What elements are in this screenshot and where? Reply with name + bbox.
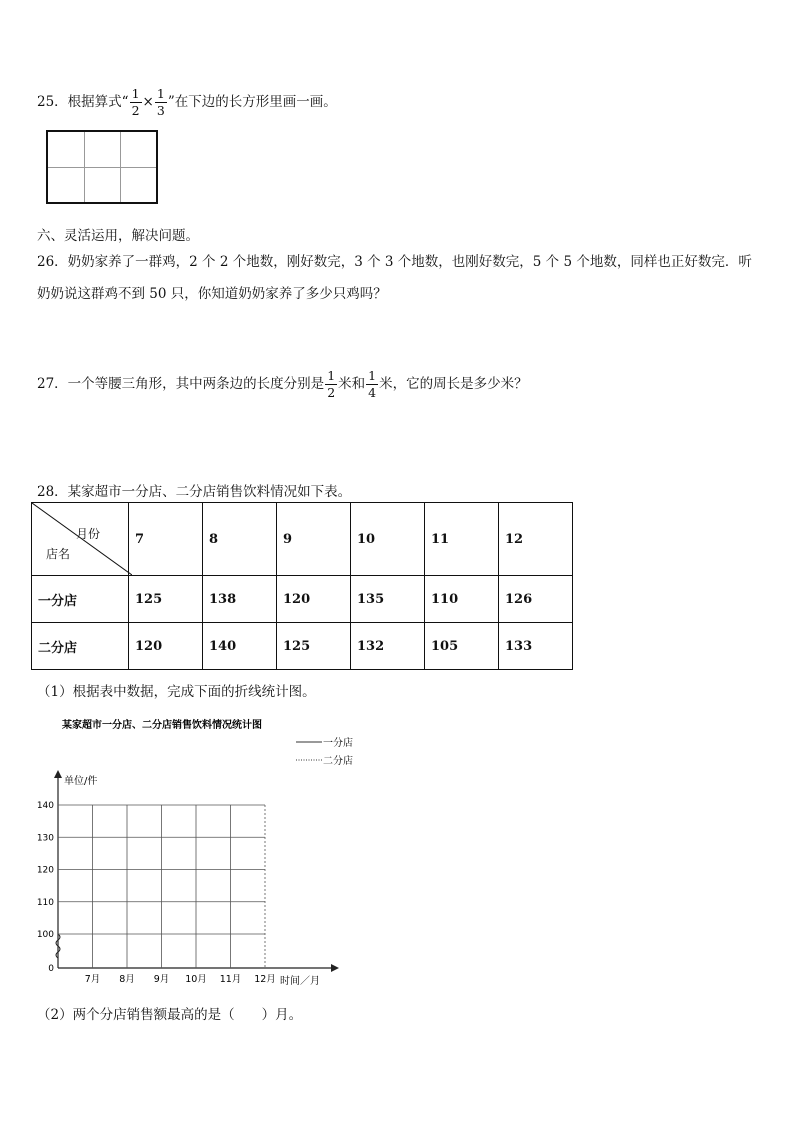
q25-drawing-rectangle[interactable]	[46, 130, 158, 204]
sales-line-chart[interactable]	[0, 712, 794, 998]
table-value-cell: 120	[277, 576, 351, 623]
q27-fraction-1	[325, 370, 337, 399]
table-value-cell: 105	[425, 623, 499, 670]
table-value-cell: 135	[351, 576, 425, 623]
q25-times: ×	[142, 94, 154, 110]
y-axis-arrow	[54, 770, 62, 778]
table-store-cell: 二分店	[32, 623, 129, 670]
x-tick-label: 11月	[219, 974, 242, 985]
table-value-cell: 140	[203, 623, 277, 670]
x-tick-label: 8月	[119, 974, 135, 985]
q27-mid: 米和	[338, 376, 366, 392]
q25-fraction-1	[130, 88, 142, 117]
x-tick-label: 9月	[153, 974, 170, 985]
table-month-cell: 12	[499, 503, 573, 576]
q25-suffix: ”在下边的长方形里画一画。	[167, 94, 337, 110]
q25-frac2-denominator: 3	[156, 102, 165, 118]
q27-text	[37, 370, 528, 399]
table-month-cell: 10	[351, 503, 425, 576]
table-value-cell: 125	[277, 623, 351, 670]
section-6-title: 六、灵活运用，解决问题。	[37, 228, 199, 244]
table-row	[32, 623, 573, 670]
y-tick-label: 140	[36, 801, 54, 811]
table-store-cell: 一分店	[32, 576, 129, 623]
sales-table	[31, 502, 573, 670]
y-tick-label: 0	[48, 964, 54, 974]
x-tick-label: 7月	[84, 974, 101, 985]
chart-grid	[58, 805, 265, 968]
x-axis-arrow	[331, 964, 339, 972]
y-tick-label: 110	[36, 897, 54, 908]
q25-prefix: 25．根据算式“	[37, 94, 129, 110]
legend-label-store2: 二分店	[323, 756, 353, 767]
table-header-corner	[32, 503, 129, 576]
table-row	[32, 576, 573, 623]
table-value-cell: 133	[499, 623, 573, 670]
table-value-cell: 125	[129, 576, 203, 623]
q28-intro: 28．某家超市一分店、二分店销售饮料情况如下表。	[37, 484, 352, 500]
table-month-cell: 8	[203, 503, 277, 576]
table-month-cell: 9	[277, 503, 351, 576]
q27-prefix: 27．一个等腰三角形，其中两条边的长度分别是	[37, 376, 325, 392]
q26-line-2: 奶奶说这群鸡不到 50 只，你知道奶奶家养了多少只鸡吗？	[37, 286, 387, 302]
chart-title: 某家超市一分店、二分店销售饮料情况统计图	[62, 720, 262, 731]
table-value-cell: 138	[203, 576, 277, 623]
y-tick-label: 130	[36, 833, 54, 844]
table-value-cell: 132	[351, 623, 425, 670]
table-value-cell: 110	[425, 576, 499, 623]
y-tick-label: 100	[36, 930, 54, 940]
q25-fraction-2	[155, 88, 167, 117]
q27-suffix: 米，它的周长是多少米？	[379, 376, 528, 392]
y-tick-labels	[37, 801, 54, 974]
x-axis-label: 时间／月	[280, 976, 320, 987]
table-value-cell: 120	[129, 623, 203, 670]
x-tick-label: 12月	[254, 974, 276, 985]
rect-grid-line	[48, 167, 156, 168]
q25-text	[37, 88, 337, 117]
q28-sub-2: （2）两个分店销售额最高的是（ ）月。	[37, 1007, 303, 1023]
table-value-cell: 126	[499, 576, 573, 623]
q27-frac1-denominator: 2	[327, 384, 336, 400]
table-month-cell: 7	[129, 503, 203, 576]
x-tick-labels	[85, 974, 276, 985]
table-header-store: 店名	[46, 547, 71, 561]
table-header-month: 月份	[76, 527, 101, 541]
legend-label-store1: 一分店	[323, 738, 353, 749]
q25-frac1-denominator: 2	[131, 102, 140, 118]
table-month-cell: 11	[425, 503, 499, 576]
q27-fraction-2	[366, 370, 378, 399]
q25-frac2-numerator: 1	[156, 86, 165, 101]
q26-line-1: 26．奶奶家养了一群鸡，2 个 2 个地数，刚好数完，3 个 3 个地数，也刚好数完，5 个 5 个地数，同样也正好数完．听	[37, 254, 752, 270]
y-tick-label: 120	[36, 865, 54, 876]
x-tick-label: 10月	[185, 974, 207, 985]
q27-frac2-numerator: 1	[368, 368, 377, 383]
q27-frac1-numerator: 1	[327, 368, 336, 383]
q27-frac2-denominator: 4	[368, 384, 377, 400]
y-axis-label: 单位/件	[64, 776, 98, 787]
q25-frac1-numerator: 1	[131, 86, 140, 101]
q28-sub-1: （1）根据表中数据，完成下面的折线统计图。	[37, 684, 316, 700]
